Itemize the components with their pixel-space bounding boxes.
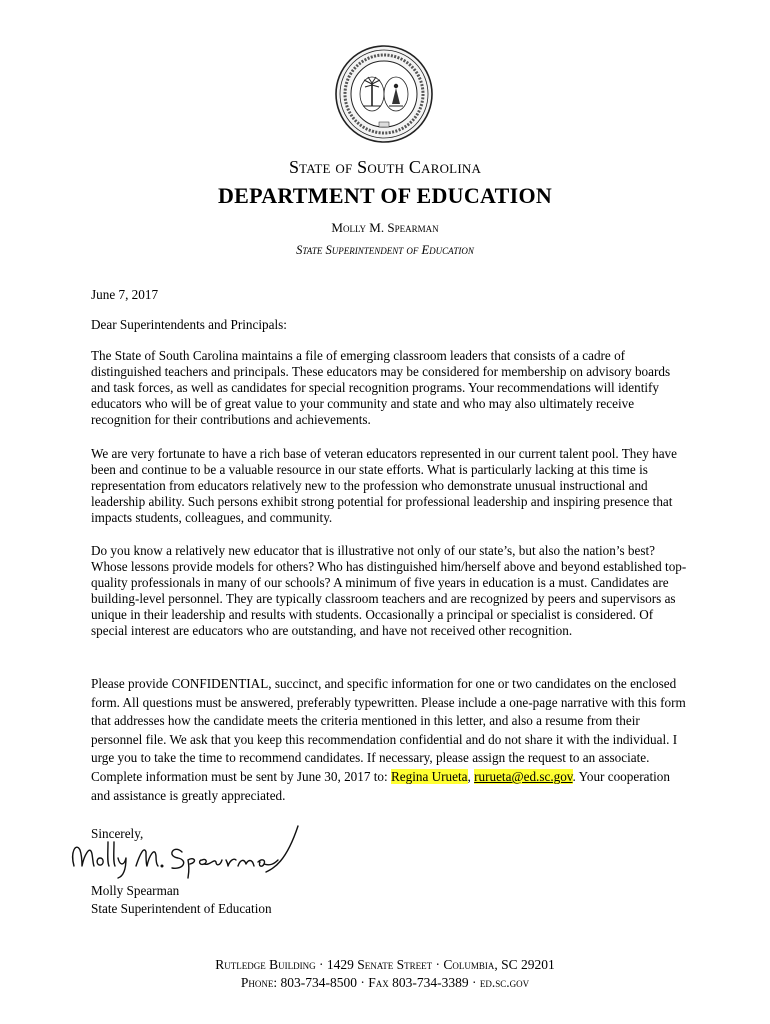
paragraph-4-end: . Your cooperation and assistance is greatly appreciated.	[91, 768, 670, 803]
letter-salutation: Dear Superintendents and Principals:	[91, 317, 287, 332]
letter-paragraph-4	[91, 675, 691, 805]
state-seal	[334, 44, 434, 144]
superintendent-name-heading: Molly M. Spearman	[331, 220, 439, 235]
handwritten-signature	[60, 822, 305, 880]
letter-date: June 7, 2017	[91, 287, 159, 302]
state-heading: State of South Carolina	[288, 157, 482, 177]
contact-name: Regina Urueta	[390, 768, 468, 784]
footer-address: Rutledge Building · 1429 Senate Street · Columbia, SC 29201	[215, 957, 555, 972]
letter-paragraph-1: The State of South Carolina maintains a file of emerging classroom leaders that consists of a cadre of distinguished teachers and principals. These educators may be considered for membership on advisory boards and task forces, as well as candidates for special recognition programs. Your recommendations will identify educators who will be of great value to your community and state and who may also ultimately receive recognition for their contributions and achievements.	[91, 348, 671, 428]
contact-email-link[interactable]: rurueta@ed.sc.gov	[474, 768, 573, 784]
signer-title: State Superintendent of Education	[91, 901, 272, 916]
superintendent-title-heading: State Superintendent of Education	[296, 243, 474, 257]
footer-contact: Phone: 803-734-8500 · Fax 803-734-3389 · ed.sc.gov	[240, 975, 530, 990]
letter-closing: Sincerely,	[91, 826, 144, 841]
letter-paragraph-3: Do you know a relatively new educator that is illustrative not only of our state’s, but also the nation’s best? Whose lessons provide models for others? Who has distinguished him/herself above and beyond established top-quality professionals in many of our schools? A minimum of five years in education is a must. Candidates are building-level personnel. They are typically classroom teachers and are recognized by peers and supervisors as unique in their leadership and results with students. Occasionally a principal or specialist is considered. Of special interest are educators who are outstanding, and have not received other recognition.	[91, 543, 687, 639]
signer-name: Molly Spearman	[91, 883, 180, 898]
department-heading: DEPARTMENT OF EDUCATION	[217, 183, 553, 208]
contact-separator: ,	[467, 768, 475, 784]
letter-paragraph-2: We are very fortunate to have a rich base of veteran educators represented in our current talent pool. They have been and continue to be a valuable resource in our state efforts. What is particularly lacking at this time is representation from educators relatively new to the profession who demonstrate unusual instructional and leadership ability. Such persons exhibit strong potential for professional leadership and inspiring presence that impacts students, colleagues, and community.	[91, 446, 678, 526]
paragraph-4-text: Please provide CONFIDENTIAL, succinct, and specific information for one or two candidates on the enclosed form. All questions must be answered, preferably typewritten. Please include a one-page narrative with this form that addresses how the candidate meets the criteria mentioned in this letter, and also a resume from their personnel file. We ask that you keep this recommendation confidential and do not share it with the individual. I urge you to take the time to recommend candidates. If necessary, please assign the request to an associate. Complete information must be sent by June 30, 2017 to:	[91, 676, 686, 784]
